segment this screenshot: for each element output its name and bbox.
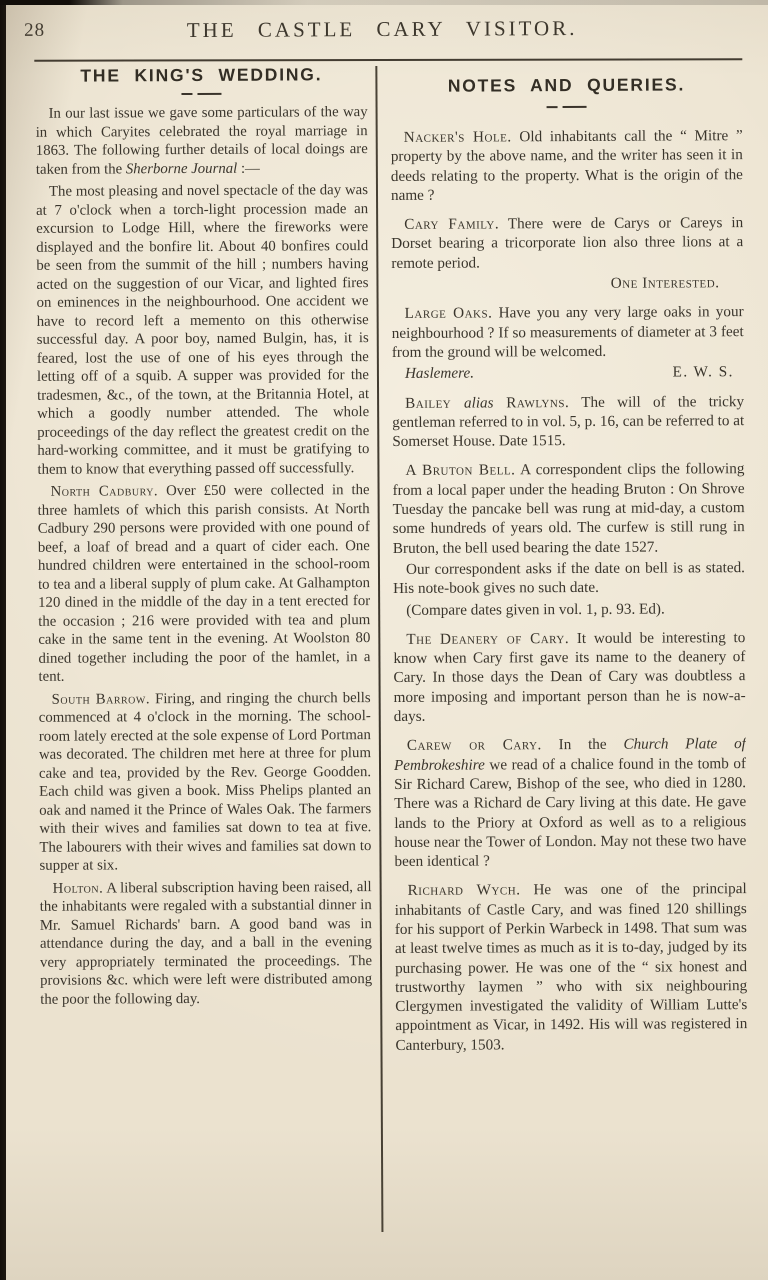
body-text: It would be interesting to know when Cary first gave its name to the deanery of Cary. In those days the Dean of Cary was doubtless a more imposing and important person than he is now-a-days. (393, 628, 746, 725)
body-text: Have you any very large oaks in your neighbourhood ? If so measurements of diameter at 3 feet from the ground will be welcomed. (391, 303, 744, 361)
right-column-paragraph (395, 879, 748, 1055)
left-column-paragraph (39, 689, 372, 876)
body-text: A correspondent clips the following from a local paper under the heading Bruton : On Shrove Tuesday the pancake bell was rung at mid-day, a custom some hundreds of years old. The curfew is still rung in Bruton, the bell used bearing the date 1527. (392, 460, 745, 557)
topic-lead-text: Bailey (405, 394, 465, 412)
scan-edge-left (0, 0, 6, 1280)
body-text: Firing, and ringing the church bells commenced at 4 o'clock in the morning. The school-room lately erected at the sole expense of Lord Portman was decorated. The children met here at three for plum cake and tea, provided by the Rev. George Goodden. Each child was given a book. Miss Phelips planted an oak and named it the Prince of Wales Oak. The farmers with their wives and families sat down to tea at five. The labourers with their wives and families sat down to supper at six. (38, 689, 372, 874)
right-column-paragraph (391, 126, 743, 205)
topic-lead-text: One Interested. (610, 274, 720, 292)
right-column-paragraph (392, 302, 744, 362)
left-column-paragraph (36, 181, 370, 479)
right-column (390, 74, 748, 1256)
right-column-paragraph (393, 599, 745, 620)
body-text: Sherborne Journal (125, 160, 238, 177)
topic-lead-text: Rawlyns. (493, 393, 570, 411)
right-column-paragraph (392, 392, 744, 452)
left-column-paragraph (36, 103, 368, 179)
body-text: The most pleasing and novel spectacle of the day was at 7 o'clock when a torch-light procession made an excursion to Lodge Hill, where the fireworks were displayed and the bonfire lit. About 40 bonfires could be seen from the summit of the hill ; numbers having acted on the suggestion of our Vicar, and lighted fires on eminences in the neighbourhood. One accident we have to record left a memento on this otherwise successful day. A poor boy, named Bulgin, has, it is feared, lost the use of one of his eyes through the letting off of a squib. A supper was provided for the tradesmen, &c., of the town, at the Britannia Hotel, at which a goodly number attended. The whole proceedings of the day reflect the greatest credit on the hard-working committee, and it must be gratifying to them to know that everything passed off successfully. (36, 182, 370, 478)
right-column-paragraph (392, 362, 744, 383)
body-text: we read of a chalice found in the tomb of Sir Richard Carew, Bishop of the see, who died in 1280. There was a Richard de Cary living at this date. He gave lands to the Priory at Oxford as well as to a religious house near the Tower of London. May not these two have been identical ? (394, 754, 747, 871)
right-column-paragraph (391, 273, 743, 294)
right-column-paragraph (393, 628, 746, 726)
scan-edge-top (0, 0, 768, 5)
topic-lead-text: The Deanery of Cary. (406, 629, 570, 648)
body-text: In our last issue we gave some particulars of the way in which Caryites celebrated the royal marriage in 1863. The following further details of local doings are taken from the (35, 104, 368, 178)
topic-lead-text: A Bruton Bell. (405, 461, 516, 480)
flourish-dash-long (197, 93, 221, 95)
topic-lead-text: South Barrow. (51, 690, 151, 708)
left-column-paragraph (40, 878, 373, 1009)
topic-lead-text: Richard Wych. (407, 881, 521, 900)
heading-flourish (35, 89, 367, 99)
body-text: :— (237, 160, 260, 177)
topic-lead-text: Nacker's Hole. (403, 128, 512, 146)
topic-lead-text: Carew or Cary. (406, 736, 542, 755)
body-text: Our correspondent asks if the date on bell is as stated. His note-book gives no such date. (393, 559, 746, 598)
body-text: There were de Carys or Careys in Dorset bearing a tricorporate lion also three lions at a remote period. (391, 214, 744, 272)
body-text: alias (463, 393, 494, 412)
header-rule (34, 58, 742, 61)
masthead-title: THE CASTLE CARY VISITOR. (186, 15, 578, 43)
body-text: (Compare dates given in vol. 1, p. 93. Ed). (406, 600, 665, 619)
body-text: Church Plate of Pembrokeshire (393, 735, 746, 774)
left-column (35, 64, 373, 1266)
article-body-kings-wedding (36, 103, 373, 1009)
body-text: The will of the tricky gentleman referred to in vol. 5, p. 16, can be referred to at Somerset House. Date 1515. (392, 392, 745, 451)
topic-lead-text: North Cadbury. (50, 483, 159, 500)
body-text: A liberal subscription having been raised, all the inhabitants were regaled with a substantial dinner in Mr. Samuel Richards' barn. A good band was in attendance during the day, and a ball in the evening very appropriately terminated the proceedings. The provisions &c. which were left were distributed among the poor the following day. (39, 878, 373, 1008)
flourish-dash-short (181, 93, 192, 95)
signature-initials: E. W. S. (672, 363, 734, 381)
heading-flourish (391, 102, 743, 112)
left-column-paragraph (38, 481, 371, 686)
right-column-paragraph (392, 460, 745, 558)
body-text: In the (541, 736, 624, 754)
flourish-dash-short (547, 106, 558, 108)
topic-lead-text: Large Oaks. (404, 304, 493, 323)
signature-place: Haslemere. (404, 364, 475, 383)
body-text: Over £50 were collected in the three hamlets of which this parish consists. At North Cadbury 290 persons were provided with one pound of beef, a loaf of bread and a quart of cider each. One hundred children were entertained in the school-room to tea and a liberal supply of plum cake. At Galhampton 120 dined in the middle of the day in a tent erected for the occasion ; 216 were provided with tea and plum cake in the same tent in the evening. At Woolston 80 dined together including the poor of the hamlet, in a tent. (37, 482, 371, 685)
column-divider-rule (375, 66, 383, 1232)
right-column-paragraph (393, 558, 745, 598)
topic-lead-text: Holton. (52, 879, 104, 897)
article-body-notes-queries (391, 126, 748, 1055)
article-heading-notes-queries: NOTES AND QUERIES. (447, 74, 686, 96)
topic-lead-text: Cary Family. (404, 215, 500, 234)
right-column-paragraph (394, 734, 747, 871)
body-text: Old inhabitants call the “ Mitre ” property by the above name, and the writer has seen it in deeds relating to the property. What is the origin of the name ? (390, 127, 743, 204)
article-heading-kings-wedding: THE KING'S WEDDING. (80, 64, 323, 86)
flourish-dash-long (563, 106, 587, 108)
right-column-paragraph (391, 213, 743, 273)
body-text: He was one of the principal inhabitants of Castle Cary, and was fined 120 shillings for his support of Perkin Warbeck in 1498. That sum was at least twelve times as much as it is to-day, judged by its purchasing power. He was one of the “ six honest and trustworthy laymen ” who with six neighbouring Clergymen investigated the validity of William Lutte's appointment as Vicar, in 1492. His will was registered in Canterbury, 1503. (394, 880, 748, 1054)
page-number: 28 (24, 19, 46, 41)
